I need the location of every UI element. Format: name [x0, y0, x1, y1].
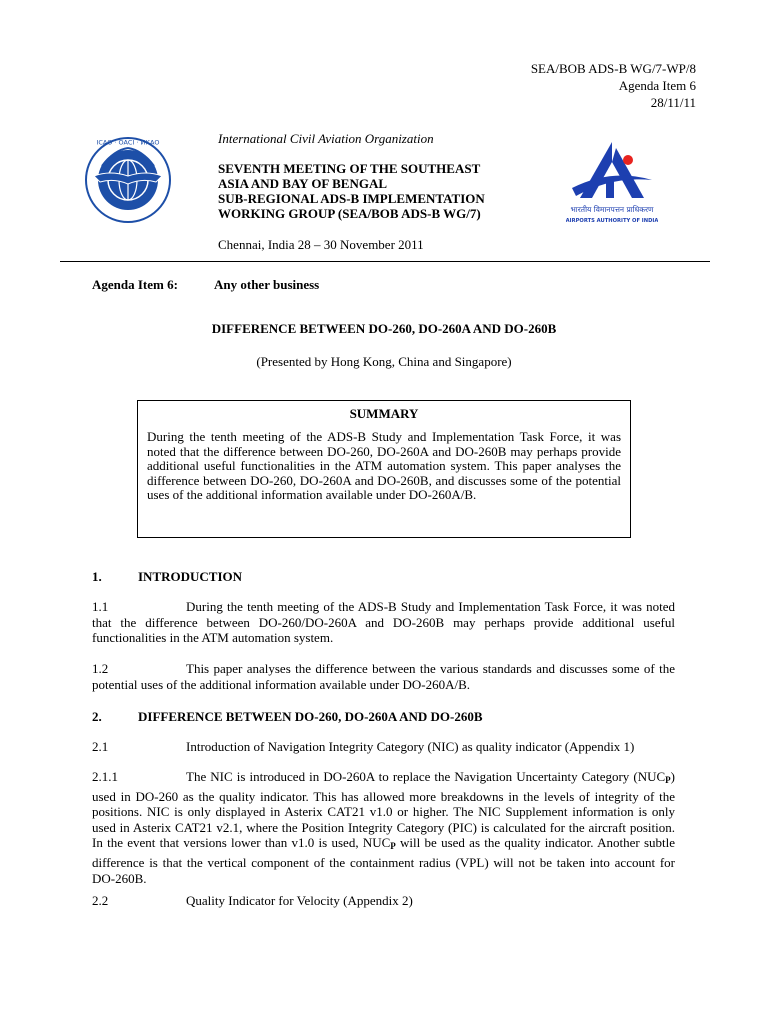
presented-by: (Presented by Hong Kong, China and Singapore) [256, 354, 512, 369]
paragraph-number: 1.1 [92, 599, 109, 614]
summary-title: SUMMARY [349, 406, 419, 421]
meeting-title-line: SEVENTH MEETING OF THE SOUTHEAST [218, 161, 481, 176]
header-divider [60, 261, 710, 262]
paragraph-number: 2.2 [92, 893, 109, 908]
paragraph-text: ) used in DO-260 as the quality indicator. This has allowed more breakdowns in the levels of integrity of the positions. NIC is only displayed in Asterix CAT21 v1.0 or higher. The NIC Supplement information is only used in Asterix CAT21 v2.1, where the Position Integrity Category (PIC) is calculated for the aircraft position. In the event that versions lower than v1.0 is used, NUC [92, 769, 675, 851]
paragraph-text: will be used as the quality indicator. Another subtle difference is that the vertical component of the containment radius (VPL) will not be taken into account for DO-260B. [92, 835, 675, 886]
paragraph-1-2 [92, 661, 675, 692]
paragraph-text: The NIC is introduced in DO-260A to replace the Navigation Uncertainty Category (NUC [186, 769, 666, 784]
section-title: INTRODUCTION [138, 569, 243, 584]
section-number: 2. [92, 709, 102, 724]
icao-logo [84, 136, 172, 224]
subscript-p: P [390, 841, 396, 852]
paragraph-1-1 [92, 599, 675, 646]
meeting-title-line: ASIA AND BAY OF BENGAL [218, 176, 388, 191]
section-title: DIFFERENCE BETWEEN DO-260, DO-260A AND DO-260B [138, 709, 483, 724]
agenda-line [92, 277, 319, 293]
paragraph-text: This paper analyses the difference between the various standards and discusses some of the potential uses of the additional information available under DO-260A/B. [92, 661, 675, 692]
section-number: 1. [92, 569, 102, 584]
paragraph-2-1-1 [92, 769, 675, 886]
airports-authority-of-india-logo [566, 140, 658, 230]
paragraph-text: Introduction of Navigation Integrity Category (NIC) as quality indicator (Appendix 1) [186, 739, 635, 754]
paragraph-number: 2.1 [92, 739, 109, 754]
section-1-heading [92, 569, 242, 585]
organization-name: International Civil Aviation Organization [218, 131, 434, 146]
paragraph-2-2 [92, 893, 675, 909]
reference-date: 28/11/11 [650, 95, 696, 110]
paragraph-number: 1.2 [92, 661, 109, 676]
paper-title: DIFFERENCE BETWEEN DO-260, DO-260A AND DO-260B [211, 321, 557, 336]
paragraph-number: 2.1.1 [92, 769, 118, 784]
meeting-title-line: SUB-REGIONAL ADS-B IMPLEMENTATION [218, 191, 485, 206]
aai-english-caption: AIRPORTS AUTHORITY OF INDIA [566, 218, 658, 224]
document-reference [531, 60, 696, 111]
meeting-title-line: WORKING GROUP (SEA/BOB ADS-B WG/7) [218, 206, 481, 221]
subscript-p: P [665, 775, 671, 785]
summary-box [137, 400, 631, 538]
meeting-title [218, 161, 485, 221]
icao-logo-text: ICAO · OACI · ИКАО [96, 138, 160, 147]
paragraph-text: Quality Indicator for Velocity (Appendix 2) [186, 893, 413, 908]
agenda-label: Agenda Item 6: [92, 277, 178, 292]
aai-hindi-caption: भारतीय विमानपत्तन प्राधिकरण [570, 205, 654, 214]
reference-number: SEA/BOB ADS-B WG/7-WP/8 [530, 61, 696, 76]
summary-body: During the tenth meeting of the ADS-B Study and Implementation Task Force, it was noted that the difference between DO-260, DO-260A and DO-260B may perhaps provide additional useful functionalities in the ATM automation system. This paper analyses the difference between DO-260, DO-260A and DO-260B, and discusses some of the potential uses of the additional information available under DO-260A/B. [147, 429, 621, 503]
paragraph-text: During the tenth meeting of the ADS-B Study and Implementation Task Force, it was noted that the difference between DO-260/DO-260A and DO-260B may perhaps provide additional useful functionalities in the ATM automation system. [92, 599, 675, 646]
meeting-place-date: Chennai, India 28 – 30 November 2011 [218, 237, 424, 252]
agenda-value: Any other business [214, 277, 320, 292]
paragraph-2-1 [92, 739, 675, 755]
section-2-heading [92, 709, 483, 725]
reference-agenda-item: Agenda Item 6 [618, 78, 696, 93]
